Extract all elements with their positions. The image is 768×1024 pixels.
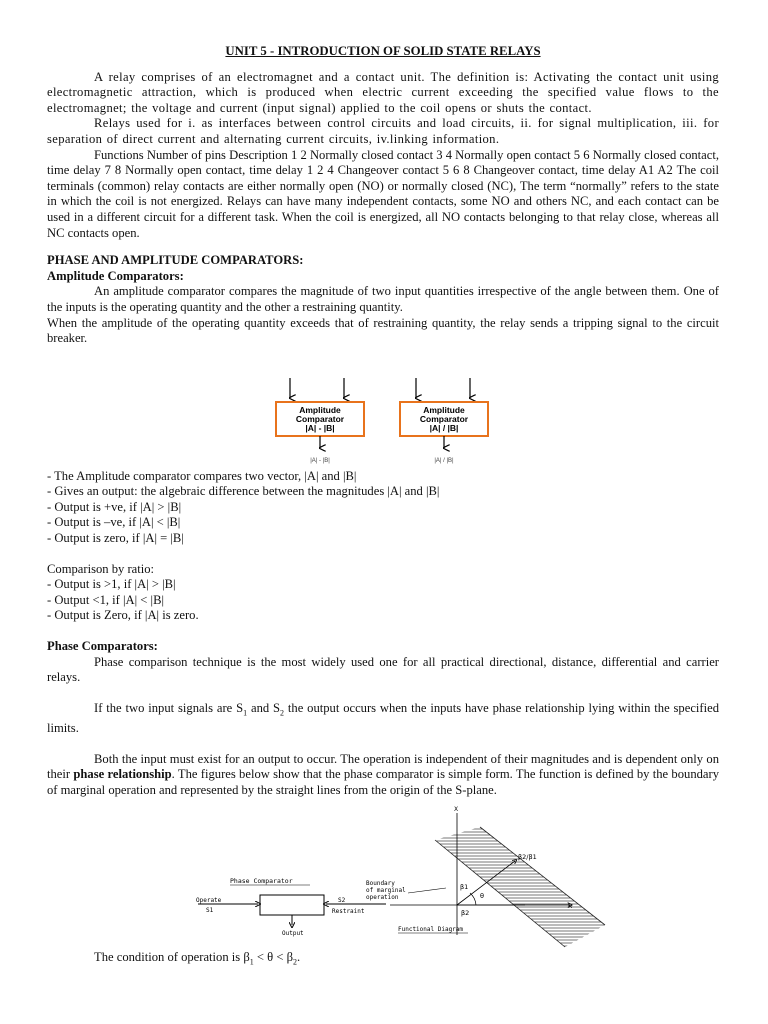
s1-label: S1 bbox=[206, 907, 214, 914]
amplitude-comparator-figure bbox=[232, 334, 532, 464]
phase-heading: Phase Comparators: bbox=[47, 639, 158, 654]
ratio-item: - Output is Zero, if |A| is zero. bbox=[47, 608, 199, 623]
ratio-heading: Comparison by ratio: bbox=[47, 561, 155, 576]
restraint-label: Restraint bbox=[332, 908, 365, 915]
svg-text:Comparator: Comparator bbox=[419, 414, 469, 424]
boundary-label-1: Boundary bbox=[366, 880, 395, 887]
comparator-box-ratio bbox=[400, 378, 488, 464]
ratio-item: - Output is >1, if |A| > |B| bbox=[47, 577, 176, 592]
page-title: UNIT 5 - INTRODUCTION OF SOLID STATE RELAYS bbox=[225, 44, 541, 58]
functional-diagram-caption: Functional Diagram bbox=[398, 926, 464, 933]
r-axis-label: R bbox=[568, 903, 573, 910]
amplitude-paragraph-2: When the amplitude of the operating quantity exceeds that of restraining quantity, the relay sends a tripping signal to the circuit breaker. bbox=[47, 315, 719, 346]
svg-text:Amplitude: Amplitude bbox=[299, 405, 341, 415]
svg-text:Amplitude: Amplitude bbox=[423, 405, 465, 415]
phase-comparator-block bbox=[196, 877, 386, 937]
operation-condition: The condition of operation is $\beta_1 < \theta < \beta_2$. bbox=[94, 950, 301, 967]
comparator-box-difference bbox=[276, 378, 364, 464]
amplitude-heading: Amplitude Comparators: bbox=[47, 268, 184, 283]
bullet-item: - Gives an output: the algebraic difference between the magnitudes |A| and |B| bbox=[47, 484, 440, 499]
output-label-difference: |A| - |B| bbox=[310, 458, 330, 464]
output-label-ratio: |A| / |B| bbox=[434, 458, 454, 464]
theta-label: θ bbox=[480, 892, 484, 900]
intro-paragraph-3: Functions Number of pins Description 1 2 Normally closed contact 3 4 Normally open contact 5 6 Normally closed contact, time delay 7 8 Normally open contact, time delay 1 2 4 Changeover contact 5 6 8 Changeover contact, time delay A1 A2 The coil terminals (common) relay contacts are either normally open (NO) or normally closed (NC), The term “normally” refers to the state in which the coil is not energized. Relays can have many independent contacts, some NO and others NC, and each contact can be used in a different circuit for a different task. When the coil is energized, all NO contacts belonging to that relay close, whereas all NC contacts open. bbox=[47, 147, 719, 240]
x-axis-label: X bbox=[454, 806, 459, 813]
boundary-label-3: operation bbox=[366, 894, 399, 901]
intro-paragraph-2: Relays used for i. as interfaces between control circuits and load circuits, ii. for signal multiplication, iii. for separation of direct current and alternating current circuits, iv.linking information. bbox=[47, 116, 719, 146]
phase-paragraph-2: If the two input signals are $S_1$ and $S_2$ the output occurs when the inputs have phase relationship lying within the specified limits. bbox=[47, 700, 719, 735]
phase-comparator-title: Phase Comparator bbox=[230, 877, 293, 885]
phase-comparator-figure bbox=[150, 785, 610, 945]
beta1-label: β1 bbox=[460, 883, 469, 891]
comparators-heading: PHASE AND AMPLITUDE COMPARATORS: bbox=[47, 253, 304, 268]
bullet-item: - Output is +ve, if |A| > |B| bbox=[47, 499, 182, 514]
svg-text:Comparator: Comparator bbox=[295, 414, 345, 424]
amplitude-paragraph-1: An amplitude comparator compares the magnitude of two input quantities irrespective of the angle between them. One of the inputs is the operating quantity and the other a restraining quantity. bbox=[47, 284, 719, 314]
amplitude-bullets bbox=[47, 469, 719, 547]
svg-text:|A| / |B|: |A| / |B| bbox=[429, 423, 459, 433]
operate-label: Operate bbox=[196, 897, 222, 904]
phase-paragraph-3: Both the input must exist for an output to occur. The operation is independent of their magnitudes and is dependent only on their phase relationship. The figures below show that the phase comparator is simple form. The function is defined by the boundary of marginal operation and represented by the straight lines from the origin of the S-plane. bbox=[47, 751, 720, 797]
beta-ratio-label: β2/β1 bbox=[518, 853, 537, 861]
svg-text:|A| - |B|: |A| - |B| bbox=[305, 423, 335, 433]
ratio-item: - Output <1, if |A| < |B| bbox=[47, 592, 164, 607]
output-label: Output bbox=[282, 930, 304, 937]
bullet-item: - Output is –ve, if |A| < |B| bbox=[47, 515, 181, 530]
bullet-item: - Output is zero, if |A| = |B| bbox=[47, 531, 184, 546]
beta2-label: β2 bbox=[461, 909, 470, 917]
phase-paragraph-1: Phase comparison technique is the most widely used one for all practical directional, distance, differential and carrier relays. bbox=[47, 654, 719, 685]
bullet-item: - The Amplitude comparator compares two vector, |A| and |B| bbox=[47, 468, 357, 483]
boundary-label-2: of marginal bbox=[366, 887, 406, 894]
s2-label: S2 bbox=[338, 897, 346, 904]
ratio-list bbox=[47, 577, 719, 624]
intro-paragraph-1: A relay comprises of an electromagnet and a contact unit. The definition is: Activating the contact unit using electromagnetic attraction, which is produced when electric current exceeding the specified value flows to the electromagnet; the voltage and current (input signal) applied to the coil opens or shuts the contact. bbox=[47, 69, 719, 115]
functional-diagram bbox=[366, 806, 610, 949]
